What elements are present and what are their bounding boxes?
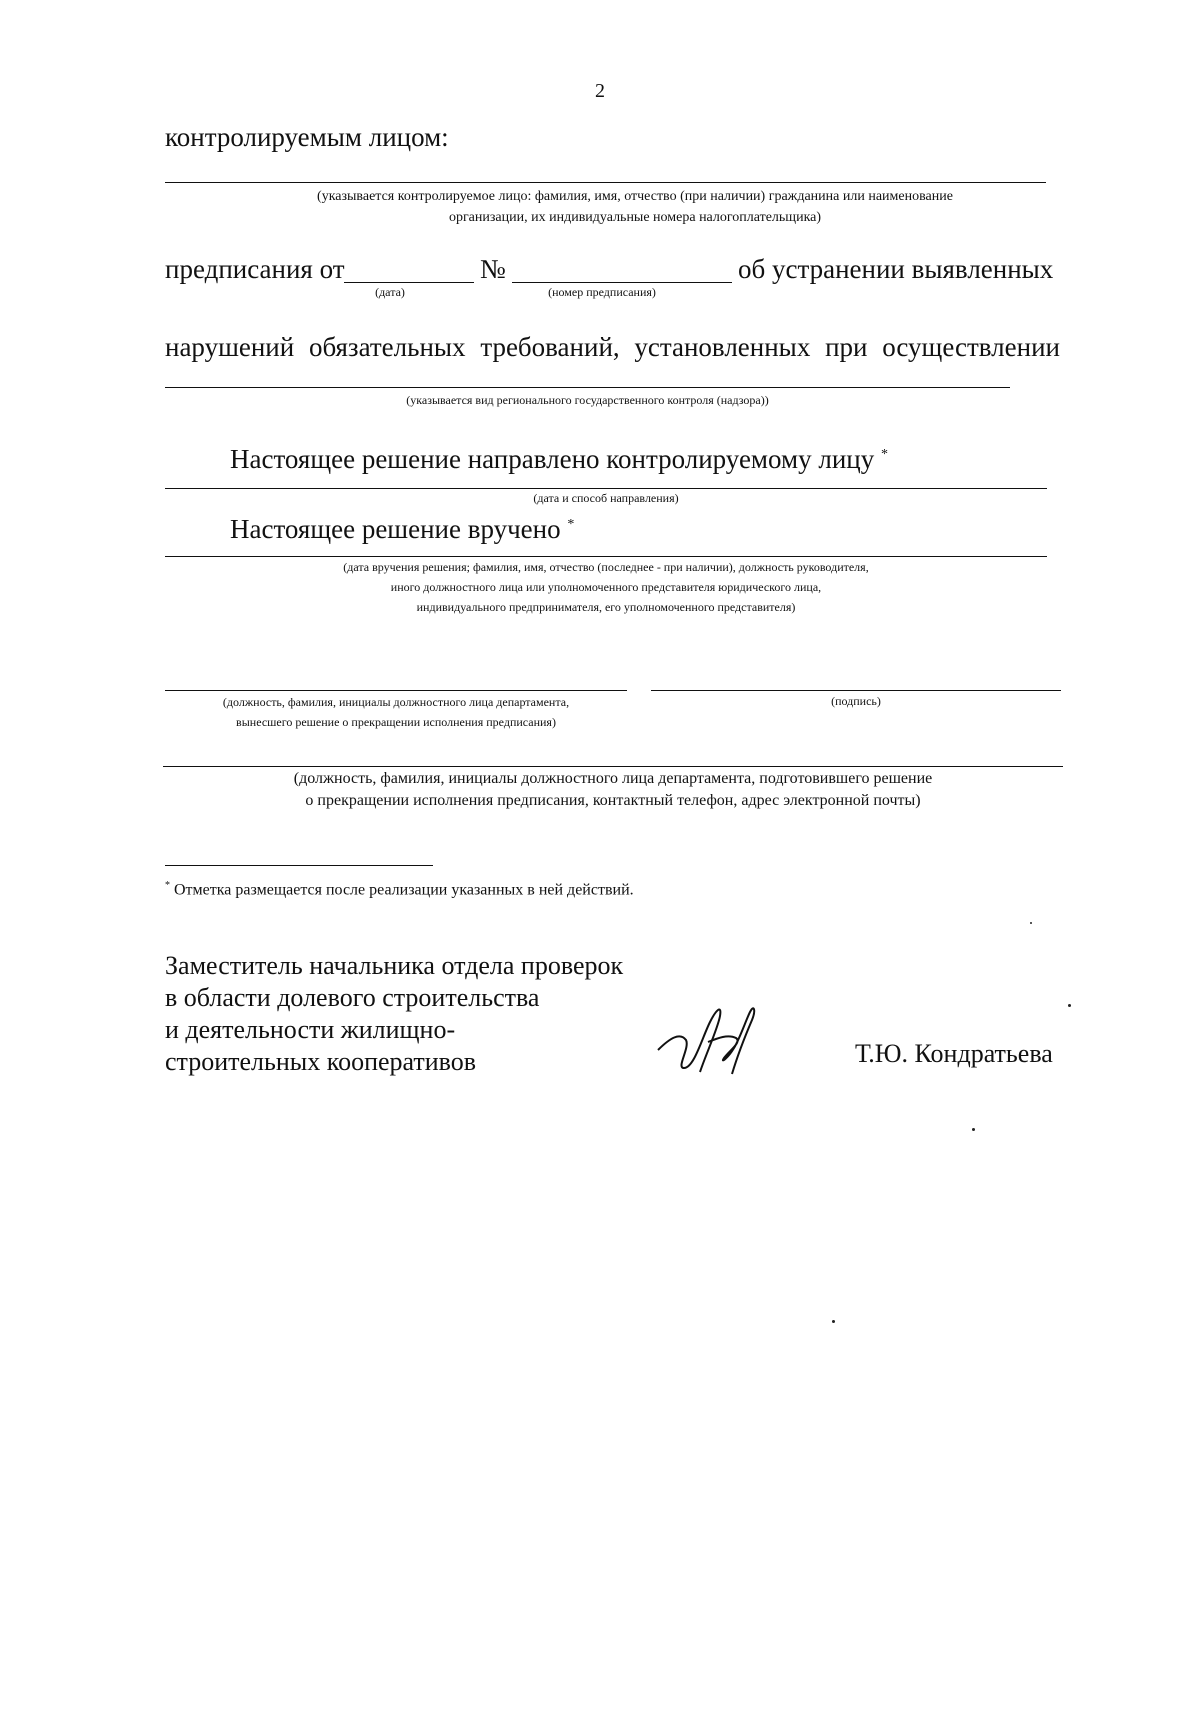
official-caption: (должность, фамилия, инициалы должностного лица департамента, вынесшего решение о прекращении исполнения предписания) (222, 695, 570, 729)
delivered-text: Настоящее решение вручено * (230, 514, 575, 544)
official-underline (165, 690, 627, 691)
prescription-prefix: предписания от (165, 254, 345, 284)
signer-title: Заместитель начальника отдела проверок в области долевого строительства и деятельности жилищно- строительных кооперативов (165, 951, 624, 1076)
handwritten-signature (650, 998, 760, 1078)
footnote-mark: * (165, 880, 170, 891)
footnote-separator (165, 865, 433, 866)
control-type-caption: (указывается вид регионального государственного контроля (надзора)) (406, 393, 769, 407)
signature-caption: (подпись) (831, 694, 881, 708)
controlled-person-caption: (указывается контролируемое лицо: фамилия, имя, отчество (при наличии) гражданина или наименование организации, их индивидуальные номера налогоплательщика) (317, 189, 953, 225)
signer-name: Т.Ю. Кондратьева (855, 1039, 1053, 1068)
scan-speck (832, 1320, 835, 1323)
scan-speck (972, 1128, 975, 1131)
prescription-date-caption: (дата) (375, 285, 405, 299)
scan-speck (1068, 1004, 1071, 1007)
footnote: * Отметка размещается после реализации указанных в ней действий. (165, 880, 634, 899)
delivered-caption: (дата вручения решения; фамилия, имя, отчество (последнее - при наличии), должность руководителя, иного должностного лица или уполномоченного представителя юридического лица, индивидуального предпринимателя, его уполномоченного представителя) (343, 560, 869, 614)
preparer-caption: (должность, фамилия, инициалы должностного лица департамента, подготовившего решение о прекращении исполнения предписания, контактный телефон, адрес электронной почты) (293, 770, 933, 809)
sent-text: Настоящее решение направлено контролируемому лицу * (230, 444, 888, 474)
asterisk-mark: * (880, 447, 888, 462)
prescription-suffix: об устранении выявленных (738, 254, 1054, 284)
preparer-underline (163, 766, 1063, 767)
prescription-number-caption: (номер предписания) (548, 285, 656, 299)
control-type-underline (165, 387, 1010, 388)
sent-caption: (дата и способ направления) (533, 491, 679, 505)
prescription-number-sign: № (480, 254, 506, 284)
scan-speck (1030, 922, 1032, 924)
controlled-person-heading: контролируемым лицом: (165, 122, 449, 152)
controlled-person-underline (165, 182, 1046, 183)
page-number: 2 (595, 80, 605, 102)
asterisk-mark: * (567, 517, 575, 532)
violations-line: нарушений обязательных требований, установленных при осуществлении (165, 332, 1060, 362)
